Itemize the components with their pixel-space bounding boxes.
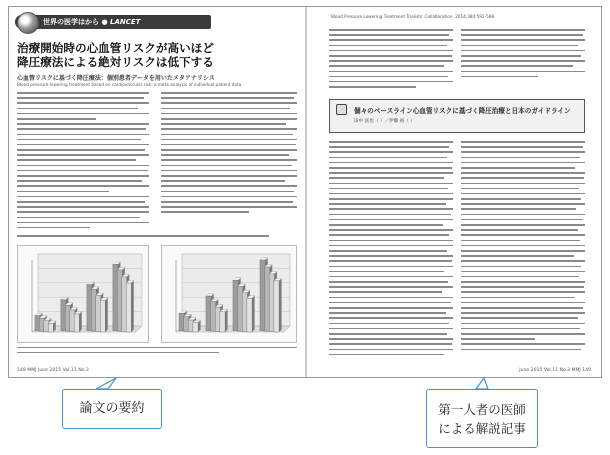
commentary-authors: 田中 富也（ ）／伊藤 裕（ ） [354, 119, 415, 124]
series-band-label: 世界の医学はから ● LANCET [43, 18, 141, 26]
article-subtitle: 心血管リスクに基づく降圧療法：個別患者データを用いたメタアナリシス [17, 75, 215, 82]
commentary-callout-line-2: による解説記事 [438, 421, 526, 436]
commentary-callout-line-1: 第一人者の医師 [438, 402, 526, 417]
article-subtitle-english: Blood pressure-lowering treatment based on cardiovascular risk: a meta-analysis of individual patient data [17, 82, 242, 87]
left-page-footer: 148 MMJ June 2015 Vol.11 No.3 [17, 368, 89, 373]
right-page-footer: June 2015 Vol.11 No.3 MMJ 149 [519, 368, 591, 373]
title-line-2: 降圧療法による絶対リスクは低下する [17, 55, 214, 69]
summary-callout-pointer [96, 378, 116, 389]
series-name: LANCET [109, 18, 141, 26]
commentary-title: 個々のベースライン心血管リスクに基づく降圧治療と日本のガイドライン [354, 107, 571, 115]
summary-callout: 論文の要約 [62, 389, 162, 429]
right-page-header: Blood Pressure Lowering Treatment Trialists' Collaboration. 2014;384:591-598. [331, 14, 496, 19]
title-line-1: 治療開始時の心血管リスクが高いほど [17, 41, 214, 55]
series-label: 世界の医学はから [43, 18, 99, 26]
commentary-callout-pointer [476, 378, 488, 389]
